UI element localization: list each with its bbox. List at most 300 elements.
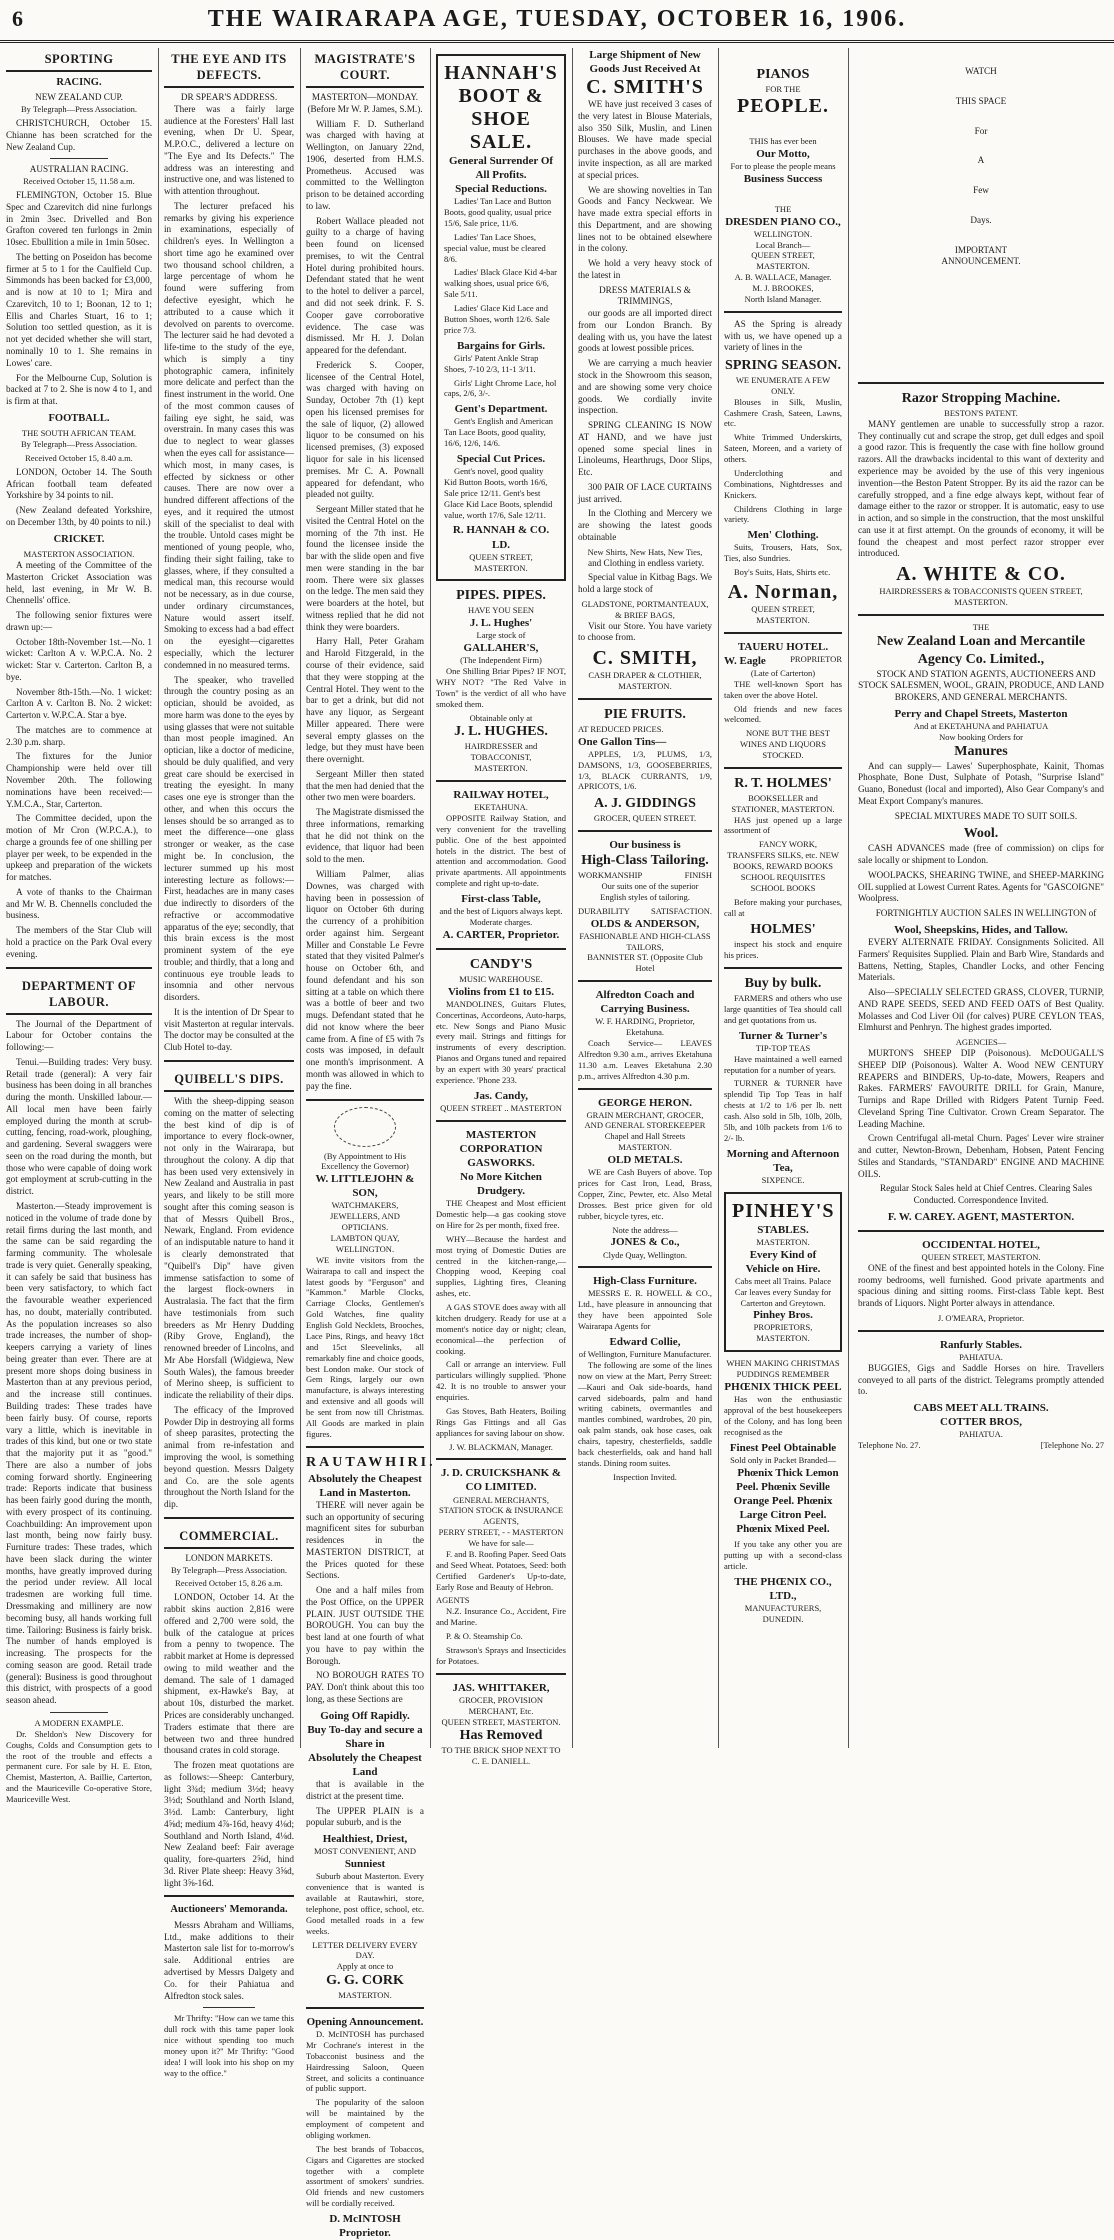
page-number: 6: [12, 6, 23, 31]
ad-heading: R. T. HOLMES': [734, 775, 832, 791]
ad-heading: SPRING SEASON.: [725, 358, 841, 374]
ad-text: Girls' Patent Ankle Strap Shoes, 7-10 2/3, 11-1 3/11.: [444, 352, 539, 374]
ad-text: New Shirts, New Hats, New Ties,: [587, 546, 703, 557]
ad-text: WE are Cash Buyers of above. Top prices for Cast Iron, Lead, Brass, Copper, Zinc, Pewter, etc. Also Metal Drosses. Best price given for old rubber, bicycle tyres, etc.: [578, 1167, 712, 1221]
ad-text: PAHIATUA.: [959, 1429, 1003, 1440]
ad-text: EKETAHUNA.: [474, 802, 528, 813]
ad-text: Suits, Trousers, Hats, Sox, Ties, also Sundries.: [724, 542, 842, 564]
ad-text: Cabs meet all Trains. Palace Car leaves every Sunday for Carterton and Greytown.: [734, 1275, 832, 1308]
ad-text: We have for sale—: [468, 1538, 534, 1549]
ad-text: Has won the enthusiastic approval of the best housekeepers of the Colony, and has long been recognised as the: [724, 1394, 842, 1437]
ad-text: WATCHMAKERS, JEWELLERS, AND OPTICIANS.: [330, 1200, 400, 1233]
ad-text: WHY—Because the hardest and most trying of Domestic Duties are centred in the kitchen-range,—Chopping wood, Keeping coal supplies, Lighting fires, Cleaning ashes, etc.: [436, 1233, 566, 1299]
ad-signature: J. W. BLACKMAN, Manager.: [449, 1441, 553, 1452]
ad-text: Boy's Suits, Hats, Shirts etc.: [734, 567, 831, 578]
story-paragraph: With the sheep-dipping season coming on the matter of selecting the best kind of dip is of importance to every flock-owner, not only in the Wairarapa, but throughout the colony. A dip that has been used very extensively in New Zealand and Australia in past years, and likely to be still more sought after this coming season is that of Messrs Quibell Bros., Newark, England. From evidence of an indisputable nature to hand it is clearly demonstrated that "Quibell's Dip" have given immense satisfaction to some of the largest flock-owners in Australasia. The fact that the firm have testimonials from such breeders as Mr Henry Dudding (Riby Grove, England), the renowned breeder of Lincolns, and Mr Abe Horsfall (Widgiewa, New South Wales), the famous breeder of Merino sheep, is sufficient to indicate the reliability of their dips.: [164, 1096, 294, 1401]
ad-text: BESTON'S PATENT.: [944, 408, 1018, 419]
story-paragraph: Sergeant Miller then stated that the men had denied that the other two men were boarders.: [306, 768, 424, 803]
story-paragraph: The fixtures for the Junior Championship were held over till November 20th. The following nominations have been received:—Y.M.C.A., Star, Carterton.: [6, 751, 152, 809]
ad-subheading: Large Shipment of New Goods Just Received At: [589, 49, 701, 76]
ad-text: Large stock of: [476, 630, 526, 641]
dateline: Received October 15, 11.58 a.m.: [23, 176, 135, 187]
ad-text: PERRY STREET, - - MASTERTON: [438, 1527, 564, 1538]
ad-text: QUEEN STREET, MASTERTON.: [469, 551, 533, 573]
ad-text: AS the Spring is already with us, we have opened up a variety of lines in the: [724, 318, 842, 353]
ad-text: THE: [972, 621, 990, 632]
ad-text: GROCER, PROVISION MERCHANT, Etc.: [458, 1694, 544, 1716]
ad-heading: PINHEY'S: [732, 1199, 835, 1222]
ad-heading: High-Class Furniture.: [593, 1275, 697, 1288]
ad-text: QUEEN STREET .. MASTERTON: [440, 1102, 562, 1113]
ad-text: NO BOROUGH RATES TO PAY. Don't think about this too long, as these Sections are: [306, 1670, 424, 1705]
ad-text: SIXPENCE.: [761, 1174, 805, 1185]
story-paragraph: For the Melbourne Cup, Solution is backed at 7 to 2. She is now 4 to 1, and is firm at that.: [6, 372, 152, 407]
ad-text: MANUFACTURERS, DUNEDIN.: [744, 1602, 822, 1624]
ad-text: WATCH: [965, 66, 997, 76]
ad-subheading: General Surrender Of All Profits.: [448, 155, 554, 182]
story-paragraph: It is the intention of Dr Spear to visit Masterton at regular intervals. The doctor may be consulted at the Club Hotel to-day.: [164, 1006, 294, 1053]
ad-signature: THE PHŒNIX CO., LTD.,: [734, 1575, 832, 1602]
ad-heading: HOLMES': [750, 922, 816, 938]
dateline: Received October 15, 8.40 a.m.: [25, 452, 133, 463]
ad-text: Phœnix Thick Lemon Peel. Phœnix Seville Orange Peel. Phœnix Large Citron Peel. Phœnix Mixed Peel.: [733, 1466, 839, 1535]
ad-text: GROCER, QUEEN STREET.: [593, 813, 697, 824]
ad-text: Local Branch—: [755, 239, 811, 250]
ad-text: MASTERTON.: [618, 681, 672, 692]
column-1: [0, 48, 158, 1805]
ad-subheading: Going Off Rapidly.: [320, 1709, 410, 1722]
section-heading: DEPARTMENT OF LABOUR.: [6, 975, 152, 1015]
story-paragraph: (Before Mr W. P. James, S.M.).: [307, 103, 423, 114]
ad-text: TURNER & TURNER have splendid Tip Top Teas in half chests at 1/2 to 1/6 per lb. nett cash. Also sold in 5lb, 10lb, 20lb, 5lb, and 10lb packets from 1/6 to 2/- lb.: [724, 1078, 842, 1143]
ad-subheading: Violins from £1 to £15.: [447, 985, 555, 998]
ad-heading: CANDY'S: [469, 956, 533, 972]
story-title: MASTERTON—MONDAY.: [311, 92, 419, 102]
story-paragraph: A meeting of the Committee of the Masterton Cricket Association was held, last evening, in Mr W. B. Chennells' office.: [6, 560, 152, 606]
ad-text: our goods are all imported direct from our London Branch. By dealing with us, you have the latest goods at lowest possible prices.: [578, 308, 712, 354]
ad-text: of Wellington, Furniture Manufacturer.: [578, 1349, 712, 1360]
ad-text: FARMERS and others who use large quantities of Tea should call and get quotations from us.: [724, 993, 842, 1025]
ad-heading: DRESDEN PIANO CO.,: [725, 215, 841, 228]
story-paragraph: Harry Hall, Peter Graham and Harold Fitzgerald, in the course of their evidence, said that they were stopping at the Central Hotel. They went to the bar to get a drink, but did not have any liquor, as Sergeant Miller appeared. There were several empty glasses on the ledge, but they must have been there overnight.: [306, 636, 424, 765]
ad-heading: BOOT & SHOE SALE.: [458, 85, 544, 153]
ad-text: TO THE BRICK SHOP NEXT TO: [441, 1745, 561, 1756]
ad-heading: Buy by bulk.: [744, 976, 822, 992]
story-paragraph: LONDON, October 14. The South African football team defeated Yorkshire by 34 points to nil.: [6, 466, 152, 501]
story-paragraph: November 8th-15th.—No. 1 wicket: Carlton A v. Carlton B. No. 2 wicket: Carterton v. W.P.C.A. Star a bye.: [6, 686, 152, 721]
ad-text: One and a half miles from the Post Office, on the UPPER PLAIN. JUST OUTSIDE THE BOROUGH. You can buy the best land at one fourth of what you have to pay within the Borough.: [306, 1585, 424, 1666]
ad-text: HAIRDRESSER and TOBACCONIST,: [464, 741, 538, 763]
ad-heading: High-Class Tailoring.: [581, 853, 709, 869]
ad-text: And at EKETAHUNA and PAHIATUA: [913, 720, 1049, 731]
ad-text: For to please the people means: [730, 160, 836, 171]
ad-text: Have maintained a well earned reputation for a number of years.: [724, 1053, 842, 1075]
ad-text: North Island Manager.: [744, 293, 822, 304]
ad-heading: JONES & Co.,: [610, 1236, 680, 1249]
column-5: [572, 48, 718, 1748]
ad-subheading: Men' Clothing.: [747, 529, 819, 542]
ad-text: Suburb about Masterton. Every convenience that is wanted is available at Rautawhiri, store, telephone, post office, school, etc. Good metalled roads in a few weeks.: [306, 1871, 424, 1936]
ad-text: The UPPER PLAIN is a popular suburb, and is the: [306, 1805, 424, 1828]
ad-text: MUSIC WAREHOUSE.: [459, 973, 543, 984]
ad-subheading: Bargains for Girls.: [456, 339, 546, 352]
ad-subheading: Wool, Sheepskins, Hides, and Tallow.: [894, 923, 1068, 936]
ad-text: Crown Centrifugal all-metal Churn. Pages' Lever wire strainer and cutter, Newton-Brown, Debenham, Hobsen, Patent Fencing Stiles and Standards, "STANDARD" ENGINE AND MACHINE OILS.: [858, 1133, 1104, 1179]
ad-subheading: Healthiest, Driest,: [322, 1833, 408, 1846]
ad-text: THERE will never again be such an opportunity of securing magnificent sites for suburban residences in the MASTERTON DISTRICT, at the Prices quoted for these Sections.: [306, 1499, 424, 1581]
ad-text: ANNOUNCEMENT.: [941, 256, 1021, 267]
ad-text: Ladies' Black Glace Kid 4-bar walking shoes, usual price 6/6, Sale 5/11.: [444, 267, 558, 300]
ad-text: Girls' Light Chrome Lace, hol caps, 2/6, 3/-.: [444, 377, 557, 399]
ad-text: WOOLPACKS, SHEARING TWINE, and SHEEP-MARKING OIL supplied at Lowest Current Rates. Agents for "GASCOIGNE" Woolpress.: [858, 869, 1104, 904]
story-paragraph: The betting on Poseidon has become firmer at 5 to 1 for the Caulfield Cup. Simmonds has been backed for £3,000, and is now at 10 to 1; Mira and Czarevitch, 10 to 1; Boonan, 12 to 1; Ellis and Charles Stuart, 16 to 1; Solution too settled question, as it is not yet decided whether she will start, nominally 10 to 1. She remains in Lowes' care.: [6, 251, 152, 368]
ad-heading: Ranfurly Stables.: [940, 1338, 1022, 1351]
ad-subheading: Our business is: [609, 839, 681, 852]
ad-text: IMPORTANT: [954, 244, 1008, 255]
ad-text: WORKMANSHIP: [578, 870, 643, 881]
ad-text: QUEEN STREET, MASTERTON.: [751, 604, 815, 625]
ad-heading: PHŒNIX THICK PEEL: [724, 1380, 842, 1393]
column-6: [718, 48, 848, 1748]
ad-text: Telephone No. 27.: [858, 1440, 921, 1451]
ad-subheading: Edward Collie,: [609, 1335, 681, 1348]
ad-text: Moderate charges.: [469, 917, 533, 927]
ad-text: Gent's novel, good quality Kid Button Boots, worth 16/6, Sale price 12/11. Gent's best Glace Kid Lace Boots, splendid value, worth 17/6, Sale 12/11.: [444, 466, 553, 520]
ad-subheading: First-class Table,: [461, 893, 541, 906]
ad-text: PROPRIETOR: [790, 653, 842, 664]
ad-text: WELLINGTON.: [753, 228, 813, 239]
ad-heading: New Zealand Loan and Mercantile Agency Co. Limited.,: [876, 633, 1086, 667]
ad-text: Strawson's Sprays and Insecticides for Potatoes.: [436, 1644, 566, 1666]
ad-heading: A. J. GIDDINGS: [594, 796, 696, 812]
ad-text: FINISH: [684, 870, 712, 881]
ad-subheading: Buy To-day and secure a Share in: [307, 1723, 423, 1750]
ad-text: If you take any other you are putting up with a second-class article.: [724, 1538, 842, 1571]
ad-text: Coach Service— LEAVES Alfredton 9.30 a.m., arrives Eketahuna 11.30 a.m. Leaves Eketahuna 2.30 p.m., arrives Alfredton 4.30 p.m.: [578, 1038, 712, 1081]
ad-text: BOOKSELLER and STATIONER, MASTERTON.: [731, 792, 835, 814]
ad-text: MASTERTON.: [338, 1990, 392, 2001]
ad-text: MASTERTON.: [756, 1236, 810, 1247]
sub-heading: Auctioneers' Memoranda.: [170, 1904, 288, 1916]
section-heading: QUIBELL'S DIPS.: [164, 1068, 294, 1092]
story-paragraph: Dr. Sheldon's New Discovery for Coughs, Colds and Consumption gets to the root of the trouble and effects a permanent cure. For sale by H. E. Eton, Chemist, Masterton, A. Baillie, Carterton, and the Mauriceville Co-operative Store, Mauriceville West.: [6, 1728, 152, 1805]
byline: By Telegraph—Press Association.: [20, 104, 138, 115]
ad-subheading: STABLES.: [757, 1223, 809, 1236]
ad-heading: Opening Announcement.: [306, 2015, 424, 2028]
ad-subheading: Perry and Chapel Streets, Masterton: [894, 707, 1068, 720]
story-title: LONDON MARKETS.: [185, 1552, 273, 1563]
ad-subheading: Turner & Turner's: [738, 1029, 828, 1042]
section-heading: SPORTING: [6, 48, 152, 72]
ad-text: Apply at once to: [336, 1961, 394, 1972]
ad-heading: C. SMITH,: [592, 647, 698, 670]
ad-text: Days.: [970, 214, 992, 225]
story-paragraph: Messrs Abraham and Williams, Ltd., make additions to their Masterton sale list for to-morrow's sale. Additional entries are advertised by Messrs Dalgety and Co. for their Pahiatua and Alfredton stock sales.: [164, 1919, 294, 2001]
ad-signature: Jas. Candy,: [473, 1089, 529, 1102]
ad-text: DURABILITY: [578, 905, 630, 916]
ad-text: Ladies' Tan Lace and Button Boots, good quality, usual price 15/6, Sale price, 11/6.: [444, 196, 552, 228]
ad-subheading: Our Motto,: [756, 147, 810, 160]
ad-heading: PIE FRUITS.: [604, 706, 686, 722]
ad-text: Ladies' Tan Lace Shoes, special value, must be cleared 8/6.: [444, 231, 546, 264]
ad-text: Visit our Store. You have variety to choose from.: [578, 620, 712, 643]
ad-subheading: Absolutely the Cheapest Land in Masterton.: [308, 1472, 422, 1499]
ad-subheading: GALLAHER'S,: [463, 642, 539, 655]
ad-heading: RAUTAWHIRI.: [306, 1454, 436, 1470]
ad-subheading: Morning and Afternoon Tea,: [726, 1147, 840, 1174]
ad-heading: W. LITTLEJOHN & SON,: [315, 1173, 415, 1200]
ad-text: MANDOLINES, Guitars Flutes, Concertinas, Accordeons, Auto-harps, etc. New Songs and Piano Music every mail. Strings and fittings for instruments of every description. Pianos and Organs tuned and repaired by an expert with 30 years' practical experience. 'Phone 233.: [436, 998, 566, 1085]
ad-text: LETTER DELIVERY EVERY DAY.: [312, 1939, 418, 1961]
story-paragraph: LONDON, October 14. At the rabbit skins auction 2,816 were offered and 2,700 were sold, the bulk of the catalogue at prices from a penny to twopence. The rabbit market at Home is depressed owing to mild weather and the demand. The sale of 1 damaged shipment, ex-Hawke's Bay, at about 10s, disturbed the market. Prices are considerably unchanged. Traders estimate that there are between two and three hundred thousand crates in cold storage.: [164, 1592, 294, 1756]
ad-text: Special value in Kitbag Bags. We hold a large stock of: [578, 572, 712, 595]
column-3: [300, 48, 436, 2240]
ad-signature: R. HANNAH & CO. LD.: [452, 524, 550, 551]
ad-text: MESSRS E. R. HOWELL & CO., Ltd., have pleasure in announcing that they have been appointed Sole Wairarapa Agents for: [578, 1288, 712, 1332]
ad-text: Sold only in Packet Branded—: [730, 1454, 836, 1465]
ad-heading: HANNAH'S: [444, 62, 558, 84]
ad-text: EVERY ALTERNATE FRIDAY. Consignments Solicited. All Farmers' Requisites Supplied. Plain and Barb Wire, Standards and Battens, Netting, Staples, Chandler Locks, and other Fencing Materials.: [858, 936, 1104, 983]
ad-text: ONE of the finest and best appointed hotels in the Colony. Fine roomy bedrooms, well furnished. Good private apartments and spacious dining and sitting rooms. First-class Table kept. Best brands of Liquors. Night Porter always in attendance.: [858, 1262, 1104, 1309]
ad-subheading: Pinhey Bros.: [753, 1309, 813, 1322]
ad-text: (By Appointment to His Excellency the Governor): [321, 1150, 409, 1172]
ad-text: THE well-known Sport has taken over the above Hotel.: [724, 678, 842, 700]
ad-text: We are carrying a much heavier stock in the Showroom this season, and are showing some very choice goods. We cordially invite inspection.: [578, 358, 712, 416]
ad-heading: RAILWAY HOTEL,: [453, 788, 549, 801]
ad-signature: COTTER BROS,: [940, 1416, 1022, 1429]
ad-text: FOR THE: [765, 83, 801, 94]
ad-hannah: [436, 54, 566, 581]
ad-text: Old friends and new faces welcomed.: [724, 703, 842, 725]
section-heading: THE EYE AND ITS DEFECTS.: [164, 48, 294, 88]
ad-signature: J. O'MEARA, Proprietor.: [937, 1313, 1025, 1324]
ad-text: THE Cheapest and Most efficient Domestic help—a gas cooking stove on Hire for 2s per month, fixed free.: [436, 1198, 566, 1230]
ad-text: (Late of Carterton): [750, 667, 816, 678]
ad-text: LAMBTON QUAY, WELLINGTON.: [330, 1233, 400, 1254]
ad-text: Note the address—: [612, 1224, 678, 1235]
ad-heading: Alfredton Coach and Carrying Business.: [595, 989, 695, 1016]
ad-subheading: OLD METALS.: [607, 1154, 683, 1167]
ad-text: THE: [774, 203, 792, 214]
ad-text: P. & O. Steamship Co.: [446, 1631, 523, 1642]
ad-text: FANCY WORK, TRANSFERS SILKS, etc. NEW BOOKS, REWARD BOOKS SCHOOL REQUISITES SCHOOL BOOKS: [727, 839, 839, 893]
ad-text: MASTERTON.: [618, 1142, 672, 1153]
ad-text: FORTNIGHTLY AUCTION SALES IN WELLINGTON of: [875, 908, 1097, 919]
ad-text: The following are some of the lines now on view at the Mart, Perry Street:—Kauri and Oak side-boards, hand carved sideboards, palm and hand writing cabinets, overmantles and mantles combined, wardrobes, 20 pin, oak palm stands, oak hose cases, oak chairs, tapestry, chesterfields, saddle back chesterfields, oak and hand hall stands. Dining room suites.: [578, 1359, 712, 1468]
ad-subheading: Finest Peel Obtainable: [729, 1441, 837, 1454]
ad-text: W. Eagle: [724, 654, 766, 667]
dateline: Received October 15, 8.26 a.m.: [175, 1578, 283, 1589]
ad-text: And can supply— Lawes' Superphosphate, Kainit, Thomas Phosphate, Bone Dust, Sulphate of Potash, "Surprise Island" Guano, Bonedust (local and imported), Also Gear Company's and Meat Export Company's manures.: [858, 760, 1104, 806]
ad-text: The popularity of the saloon will be maintained by the employment of competent and obliging workmen.: [306, 2097, 424, 2140]
ad-text: WE invite visitors from the Wairarapa to call and inspect the latest goods by "Ferguson" and "Kammon." Marble Clocks, Carriage Clocks, Gentlemen's Gold Watches, fine quality English Gold Necklets, Brooches, Lace Pins, Rings, and heavy 18ct and 15ct Sleevelinks, all remarkably fine and choice goods, best London make. Our stock of Gem Rings, largely our own manufacture, is always interesting and extensive and all goods will be sent from now till Christmas. All Goods are marked in plain figures.: [306, 1254, 424, 1439]
ad-text: HAS just opened up a large assortment of: [724, 814, 842, 836]
ad-text: MOST CONVENIENT, AND: [314, 1846, 416, 1857]
ad-text: Inspection Invited.: [613, 1471, 677, 1482]
ad-text: HAVE YOU SEEN: [467, 605, 535, 616]
ad-text: Childrens Clothing in large variety.: [724, 503, 842, 525]
byline: By Telegraph—Press Association.: [170, 1564, 288, 1575]
ad-heading: J. L. HUGHES.: [454, 724, 548, 740]
story-paragraph: Mr Thrifty: "How can we tame this dull rock with this tame paper look nice without spending too much money upon it?" Mr Thrifty: "Good idea! I will look into his shop on my way to the office.": [164, 2013, 294, 2078]
ad-text: F. and B. Roofing Paper. Seed Oats and Seed Wheat. Potatoes, Seed: both Certified Gardener's Up-to-date, Early Rose and Beauty of Hebron.: [436, 1548, 566, 1592]
story-paragraph: The speaker, who travelled through the country posing as an optician, should be avoided, as more harm was done to the eyes by using glasses that were not suitable than most people imagined. An optician, like a doctor of medicine, should be duly qualified, and very great care should be exercised in treating the eyesight. In many cases one eye is stronger than the other, and when this occurs the lenses should be so arranged as to meet the difference—one glass stronger or weaker, as the case might be. In conclusion, the lecturer summed up his most interesting lecture as follows:—First, headaches are in many cases due indirectly to disorders of the refractive or accommodative apparatus of the eye; secondly, that this brain excess is the most prominent system of the eye trouble; and thirdly, that a long and continuous eye trouble leads to insomnia and other nervous disorders.: [164, 674, 294, 1003]
story-paragraph: Tenui.—Building trades: Very busy. Retail trade (general): A very fair business has been doing in all branches during the month. Unskilled labour.—All local men have been fairly employed during the month at scrub-cutting, fencing, road-work, ploughing, and gardening. Several swaggers were seen on the road during the month, but those who were capable of doing work got employment at scrub-cutting in the district.: [6, 1056, 152, 1197]
ad-text: SPRING CLEANING IS NOW AT HAND, and we have just opened some special lines in Linoleums, Hearthrugs, Door Slips, Etc.: [578, 420, 712, 478]
masthead: [0, 0, 1114, 43]
ad-text: WE have just received 3 cases of the very latest in Blouse Materials, also 350 Silk, Muslin, and Linen Blouses. We have made special purchases in the above goods, and invite inspection, as all are marked at special prices.: [578, 99, 712, 180]
story-paragraph: FLEMINGTON, October 15. Blue Spec and Czarevitch did nine furlongs in 2min 3sec. Drivelled and Bon Grafton covered ten furlongs in 2min 10sec. Ebullition a mile in 1min 50sec.: [6, 190, 152, 248]
story-title: MASTERTON ASSOCIATION.: [23, 549, 135, 560]
ad-heading: A. Norman,: [727, 581, 839, 604]
ad-text: and Clothing in endless variety.: [588, 557, 705, 568]
ad-text: STOCK AND STATION AGENTS, AUCTIONEERS AND STOCK SALESMEN, WOOL, GRAIN, PRODUCE, AND LAND BROKERS, AND GENERAL MERCHANTS.: [858, 668, 1104, 703]
ad-text: PROPRIETORS, MASTERTON.: [753, 1322, 813, 1344]
ad-subheading: Has Removed: [459, 1728, 543, 1744]
ad-subheading: One Gallon Tins—: [578, 735, 667, 748]
ad-text: A GAS STOVE does away with all kitchen drudgery. Ready for use at a moment's notice day or night; clean, economical—the perfection of cooking.: [436, 1302, 566, 1356]
ad-signature: F. W. CAREY. AGENT, MASTERTON.: [887, 1210, 1075, 1223]
ad-text: Gas Stoves, Bath Heaters, Boiling Rings Gas Fittings and all Gas appliances for saving labour on show.: [436, 1405, 566, 1438]
story-paragraph: The frozen meat quotations are as follows:—Sheep: Canterbury, light 3¾d; medium 3½d; heavy 3½d; Southland and North Island, 3½d. Lamb: Canterbury, light 4⅝d; medium 4⅞-16d, heavy 4⅛d; Southland and North Island, 4⅛d. New Zealand beef: Fair average quality, fore-quarters 2⅝d, hind 3d. River Plate sheep: Heavy 3⅝d, light 3⅝-16d.: [164, 1760, 294, 1888]
ad-text: SATISFACTION.: [650, 905, 712, 916]
story-paragraph: William F. D. Sutherland was charged with having at Wellington, on January 22nd, 1906, deserted from H.M.S. Prometheus. Accused was committed to the Wellington prison to be detained according to law.: [306, 118, 424, 211]
newspaper-title: THE WAIRARAPA AGE, TUESDAY, OCTOBER 16, 1906.: [207, 6, 907, 32]
ad-heading: PIANOS: [756, 67, 810, 82]
ad-text: For: [974, 125, 988, 136]
ad-heading: OCCIDENTAL HOTEL,: [922, 1239, 1040, 1251]
ad-heading: PIPES. PIPES.: [456, 588, 546, 604]
ad-text: Ladies' Glace Kid Lace and Button Shoes, worth 12/6. Sale price 7/3.: [444, 303, 550, 335]
ad-subheading: J. L. Hughes': [469, 617, 533, 630]
ad-text: [Telephone No. 27: [1040, 1440, 1104, 1451]
ad-text: FASHIONABLE AND HIGH-CLASS TAILORS,: [579, 930, 711, 952]
section-heading: COMMERCIAL.: [164, 1525, 294, 1549]
ad-subheading: Business Success: [743, 172, 823, 185]
ad-subheading: No More Kitchen Drudgery.: [460, 1171, 542, 1198]
column-2: [158, 48, 300, 2078]
ad-text: M. J. BROOKES,: [752, 283, 814, 294]
ad-subheading: Special Cut Prices.: [456, 453, 546, 466]
story-paragraph: Robert Wallace pleaded not guilty to a charge of having been found on licensed premises, to wit the Central Hotel during prohibited hours. Defendant stated that he went to the hotel to deliver a parcel, and did not seek drink. F. S. Cooper gave corroborative evidence. The case was dismissed. Mr H. J. Dolan appeared for the defendant.: [306, 215, 424, 356]
story-paragraph: Masterton.—Steady improvement is noticed in the volume of trade done by retail firms during the last month, and the same can be said regarding the farming community. The wholesale trade is very quiet. Generally speaking, it can safely be said that business has been very satisfactory, to which fact the favourable weather experienced has, no doubt, materially contributed. As the population increases so also trade increases, the number of shop-keepers carrying a variety of lines being greater than ever. There are at present more shops doing business in Masterton than at any previous period, and the increase still continues. Building trades: These trades have been fairly busy. Of course, reports vary a little, which is inevitable in trades of this kind, but one or two state that the majority put it as "good." There are also a number of jobs coming forward shortly. Engineering trade: Reports indicate that business has been fairly good during the month, with every prospect of its continuing. Coachbuilding: An improvement upon last month, being now fairly busy. Furniture trades: These trades, which have been slack during the winter months, have greatly improved during the period under review. All local tradesmen are working full time. Dressmaking and millinery are now becoming busy, all hands working full time. Tailoring: Business is fairly brisk. The number of hands employed is increasing. The prospects for the coming season are good. Retail trade (general): Business is good throughout this district, with prospects of a good season ahead.: [6, 1200, 152, 1706]
ad-text: QUEEN STREET, MASTERTON.: [921, 1252, 1041, 1263]
ad-subheading: Manures: [954, 743, 1008, 759]
ad-text: Obtainable only at: [469, 712, 533, 723]
story-paragraph: The Magistrate dismissed the three informations, remarking that he did not think on the evidence, that liquor had been sold to the men.: [306, 807, 424, 865]
ad-text: DRESS MATERIALS & TRIMMINGS,: [599, 284, 691, 307]
story-paragraph: The lecturer prefaced his remarks by giving his experience in examinations, especially of children's eyes. In Wellington a short time ago he examined over two thousand school children, a large percentage of whom he found were suffering from defective eyesight, which he attributed to a cause which it devolved on parents to overcome. The lecturer said he had devoted a life-time to the study of the eye, which is simply a tiny photographic camera, infinitely more delicate and perfect than the finest instrument in the world. One of the most common causes of failing eye sight, he said, was overstrain. In many cases this was due to neglect to wear glasses when the eyes call for assistance—which most, in many cases, is effected by sickness or other causes. There are now over a hundred different affections of the eyes, and it required the utmost skill of the specialist to deal with the trouble. Untold cases might be mentioned of young people, who, finding their sight failing, take to glasses, where, if they consulted a medical man, this recourse would not be necessary, as in due course, under ordinary circumstances, Nature would assert itself. Smoking to excess had a bad effect on the eyesight—cigarettes especially, which the lecturer condemned in no measured terms.: [164, 200, 294, 670]
ad-text: WHEN MAKING CHRISTMAS PUDDINGS REMEMBER: [726, 1358, 840, 1380]
sub-heading: CRICKET.: [53, 533, 105, 545]
ad-text: A. B. WALLACE, Manager.: [734, 272, 832, 283]
ad-text: Underclothing and Combinations, Nightdresses and Knickers.: [724, 467, 842, 500]
ad-text: N.Z. Insurance Co., Accident, Fire and Marine.: [436, 1606, 566, 1628]
ad-text: Blouses in Silk, Muslin, Cashmere Crash, Sateen, Lawns, etc.: [724, 396, 842, 429]
ad-text: W. F. HARDING, Proprietor, Eketahuna.: [595, 1016, 695, 1038]
ad-text: Chapel and Hall Streets: [604, 1131, 686, 1142]
story-paragraph: Frederick S. Cooper, licensee of the Central Hotel, was charged with having on Sunday, October 7th (1) kept open his licensed premises for the sale of liquor, (2) allowed liquor to be consumed on his licensed premises, (3) exposed liquor for sale in his licensed premises. Mr C. A. Pownall appeared for defendant, who pleaded not guilty.: [306, 359, 424, 500]
ad-text: AGENTS: [436, 1595, 470, 1606]
ad-row: [724, 654, 842, 668]
sub-heading: FOOTBALL.: [48, 412, 110, 424]
ad-text: AT REDUCED PRICES.: [578, 723, 664, 734]
story-title: THE SOUTH AFRICAN TEAM.: [21, 428, 137, 439]
ad-text: HAIRDRESSERS & TOBACCONISTS QUEEN STREET, MASTERTON.: [879, 586, 1083, 607]
ad-signature: A. CARTER, Proprietor.: [442, 928, 560, 941]
story-title: NEW ZEALAND CUP.: [35, 92, 123, 103]
story-title: DR SPEAR'S ADDRESS.: [180, 92, 278, 102]
ad-text: that is available in the district at the present time.: [306, 1779, 424, 1801]
ad-subheading: Wool.: [963, 826, 999, 842]
story-paragraph: (New Zealand defeated Yorkshire, on December 13th, by 40 points to nil.): [6, 505, 152, 527]
story-paragraph: CHRISTCHURCH, October 15. Chianne has been scratched for the New Zealand Cup.: [6, 118, 152, 152]
ad-text: C. E. DANIELL.: [471, 1756, 531, 1767]
ad-text: 300 PAIR OF LACE CURTAINS just arrived.: [578, 481, 712, 504]
ad-text: Before making your purchases, call at: [724, 896, 842, 918]
ad-subheading: Special Reductions.: [455, 183, 547, 196]
ad-heading: MASTERTON CORPORATION GASWORKS.: [459, 1128, 543, 1169]
ad-text: Also—SPECIALLY SELECTED GRASS, CLOVER, TURNIP, AND RAPE SEEDS, SEED AND FEED OATS of Best Quality. Molasses and Cod Liver Oil (for calves) PURE CEYLON TEAS, Elmhurst and Penhryn. The highest grades imported.: [858, 987, 1104, 1033]
ad-text: WE ENUMERATE A FEW ONLY.: [735, 374, 831, 396]
ad-signature: D. McINTOSH Proprietor.: [329, 2213, 401, 2240]
ad-heading: G. G. CORK: [326, 1973, 404, 1989]
ad-text: MURTON'S SHEEP DIP (Poisonous). McDOUGALL'S SHEEP DIP (Poisonous). Walter A. Wood NEW CENTURY REAPERS and BINDERS, Up-to-date, Mowers, Reapers and Rakes. FARMERS' FAVOURITE DRILL for Grain, Manure, Turnips and Rape Drilled with Ridgers Patent Turnip Feed. Cleveland Spring Tine Cultivator. Crown Cream Separator. The Leading Machine.: [858, 1047, 1104, 1129]
ad-text: TIP-TOP TEAS: [755, 1042, 811, 1053]
section-heading: MAGISTRATE'S COURT.: [306, 48, 424, 88]
ad-heading: J. D. CRUICKSHANK & CO LIMITED.: [440, 1467, 562, 1494]
ad-text: and the best of Liquors always kept.: [439, 906, 563, 917]
ad-text: QUEEN STREET, MASTERTON.: [751, 250, 815, 272]
column-4: [430, 48, 572, 1767]
ad-heading: C. SMITH'S: [586, 76, 704, 99]
ad-text: The best brands of Tobaccos, Cigars and Cigarettes are stocked together with a complete assortment of smokers' sundries. Old friends and new customers will be cordially received.: [306, 2143, 424, 2209]
sub-heading: RACING.: [56, 77, 102, 88]
story-paragraph: October 18th-November 1st.—No. 1 wicket: Carlton A v. W.P.C.A. No. 2 wicket: Star v. Carterton. Carlton B, a bye.: [6, 636, 152, 682]
ad-text: Now booking Orders for: [939, 731, 1023, 742]
ad-text: CASH DRAPER & CLOTHIER,: [588, 670, 702, 681]
column-7: [848, 48, 1114, 1748]
byline: By Telegraph—Press Association.: [20, 439, 138, 450]
ad-text: SPECIAL MIXTURES MADE TO SUIT SOILS.: [894, 810, 1078, 821]
ad-text: THIS SPACE: [955, 95, 1007, 106]
ad-text: THIS has ever been: [749, 135, 817, 146]
ad-text: Gent's English and American Tan Lace Boots, good quality, 16/6, 12/6, 14/6.: [444, 416, 554, 449]
ad-text: MANY gentlemen are unable to successfully strop a razor. They continually cut and scrape the strop, get dull edges and spoil a good razor. This is frequently the case with fine hollow ground razors. All the drawbacks incidental to this want of dexterity and experience may be avoided by the use of this very ingenious invention—the Beston Patent Stropper. By its aid the razor can be carefully stropped, and a fine edge always kept, without fear of damage either to the razor or stropper. It is automatic, easy to use in action, and so simple in the construction, that the most unskilful can use it at first attempt. On the grounds of economy, it will be found the cheapest and most perfect razor stropper ever introduced.: [858, 418, 1104, 559]
ad-subheading: Every Kind of Vehicle on Hire.: [745, 1248, 821, 1275]
story-paragraph: A vote of thanks to the Chairman and Mr W. B. Chennells concluded the business.: [6, 886, 152, 921]
story-title: A MODERN EXAMPLE.: [34, 1717, 124, 1728]
ad-heading: PEOPLE.: [736, 94, 829, 117]
ad-heading: Razor Stropping Machine.: [901, 391, 1061, 407]
ad-text: D. McINTOSH has purchased Mr Cochrane's interest in the Tobacconist business and the Hairdressing Saloon, Queen Street, and solicits a continuance of public support.: [306, 2029, 424, 2094]
ad-text: BUGGIES, Gigs and Saddle Horses on hire. Travellers conveyed to all parts of the district. Telegrams promptly attended to.: [858, 1362, 1104, 1397]
ad-text: PAHIATUA.: [959, 1351, 1003, 1362]
royal-crest-icon: [334, 1107, 396, 1147]
ad-text: Our suits one of the superior English styles of tailoring.: [600, 880, 699, 902]
ad-text: BANNISTER ST. (Opposite Club Hotel: [587, 952, 703, 974]
ad-pinhey: [724, 1192, 842, 1353]
story-paragraph: The matches are to commence at 2.30 p.m. sharp.: [6, 724, 152, 747]
ad-heading: A. WHITE & CO.: [896, 563, 1066, 586]
ad-row: [578, 906, 712, 917]
ad-text: We hold a very heavy stock of the latest in: [578, 258, 712, 280]
story-paragraph: The Journal of the Department of Labour for October contains the following:—: [6, 1018, 152, 1053]
ad-text: Call or arrange an interview. Full particulars willingly supplied. 'Phone 42. It is no trouble to answer your enquiries.: [436, 1359, 566, 1403]
ad-text: GENERAL MERCHANTS, STATION STOCK & INSURANCE AGENTS,: [438, 1494, 564, 1527]
ad-text: GRAIN MERCHANT, GROCER, AND GENERAL STOREKEEPER: [584, 1109, 706, 1131]
ad-text: APPLES, 1/3, PLUMS, 1/3, DAMSONS, 1/3, GOOSEBERRIES, 1/3, BLACK CURRANTS, 1/9, APRICOTS, 1/6.: [578, 748, 712, 792]
